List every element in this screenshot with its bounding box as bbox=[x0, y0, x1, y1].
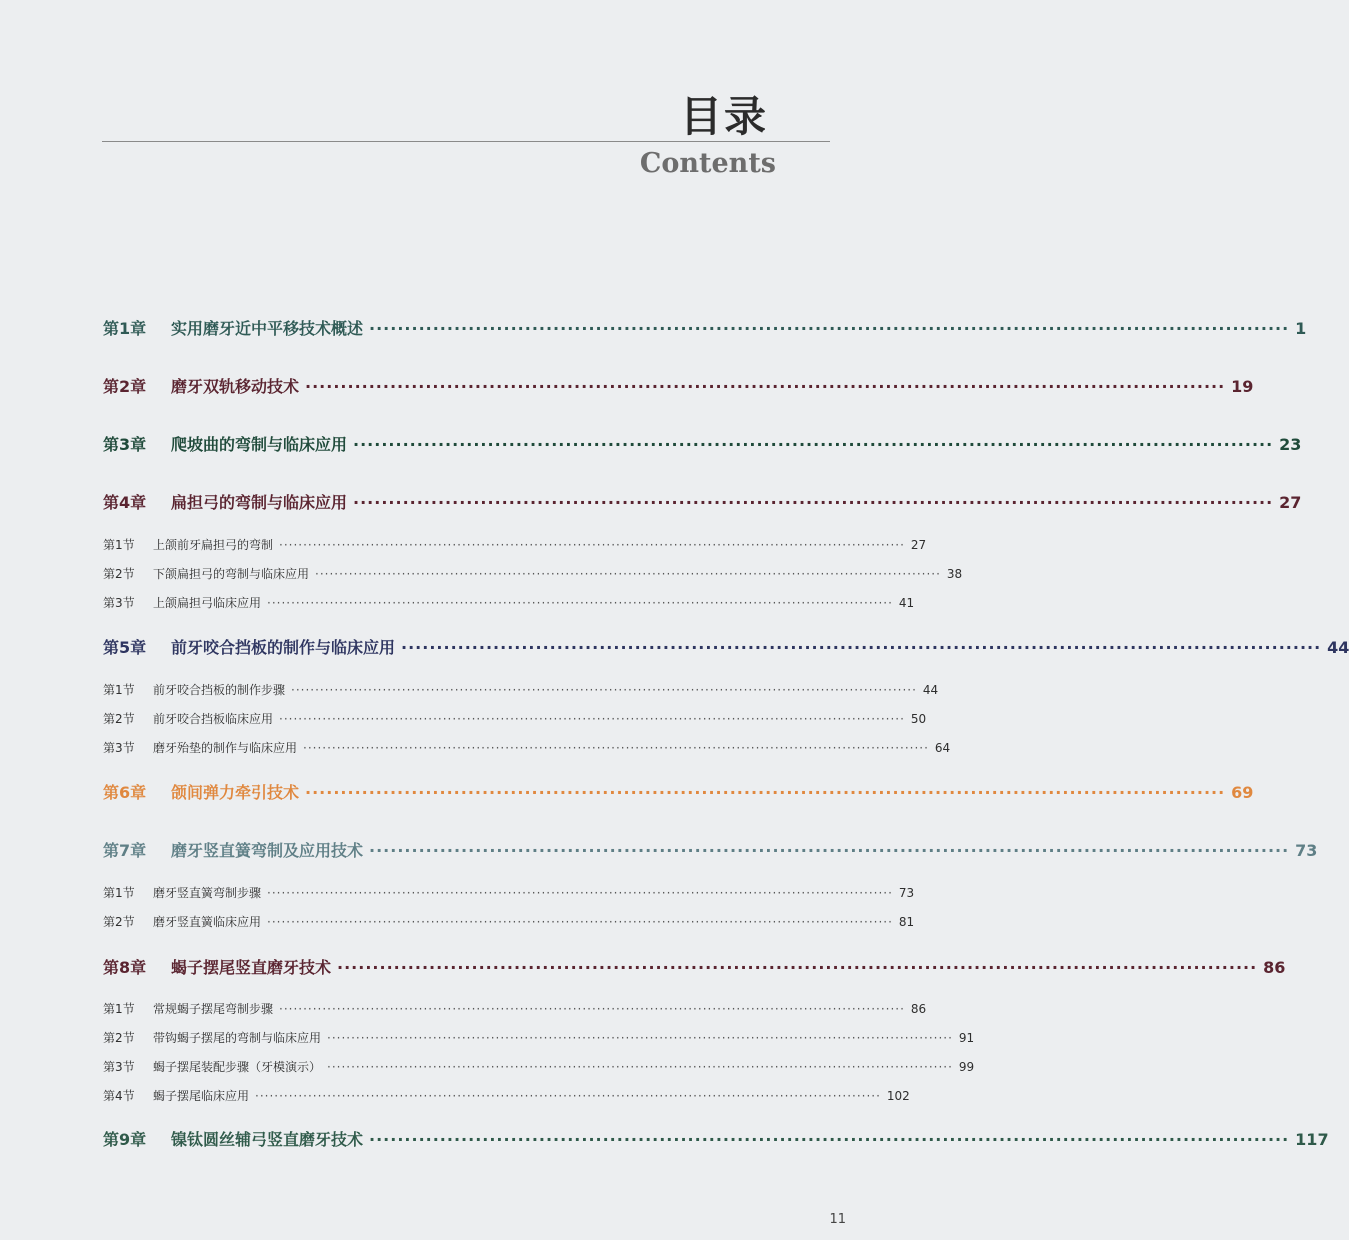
section-title: 上颌扁担弓临床应用 bbox=[153, 596, 262, 610]
chapter-title: 磨牙竖直簧弯制及应用技术 bbox=[171, 841, 364, 860]
toc-chapter-row bbox=[103, 955, 1286, 978]
dot-leader: ·································································································································· bbox=[279, 538, 905, 552]
dot-leader: ·································································································································· bbox=[305, 783, 1226, 802]
toc-chapter-row bbox=[103, 780, 1254, 803]
toc-section-row bbox=[103, 913, 915, 930]
dot-leader: ·································································································································· bbox=[303, 741, 929, 755]
page-reference: 73 bbox=[898, 886, 915, 900]
toc-chapter-row bbox=[103, 838, 1318, 861]
chapter-label: 第6章 bbox=[103, 783, 147, 802]
section-title: 下颌扁担弓的弯制与临床应用 bbox=[153, 567, 310, 581]
section-title: 蝎子摆尾装配步骤（牙模演示） bbox=[153, 1060, 322, 1074]
chapter-label: 第3章 bbox=[103, 435, 147, 454]
chapter-label: 第9章 bbox=[103, 1130, 147, 1149]
dot-leader: ·································································································································· bbox=[353, 435, 1274, 454]
chapter-title: 颌间弹力牵引技术 bbox=[171, 783, 300, 802]
section-label: 第3节 bbox=[103, 1060, 135, 1074]
page-reference: 69 bbox=[1231, 783, 1254, 802]
dot-leader: ·································································································································· bbox=[327, 1060, 953, 1074]
chapter-title: 扁担弓的弯制与临床应用 bbox=[171, 493, 348, 512]
section-title: 前牙咬合挡板临床应用 bbox=[153, 712, 274, 726]
section-title: 常规蝎子摆尾弯制步骤 bbox=[153, 1002, 274, 1016]
chapter-label: 第4章 bbox=[103, 493, 147, 512]
section-label: 第1节 bbox=[103, 1002, 135, 1016]
dot-leader: ·································································································································· bbox=[291, 683, 917, 697]
toc-chapter-row bbox=[103, 316, 1307, 339]
dot-leader: ·································································································································· bbox=[255, 1089, 881, 1103]
toc-section-row bbox=[103, 681, 939, 698]
toc-chapter-row bbox=[103, 374, 1254, 397]
page-reference: 64 bbox=[934, 741, 951, 755]
header-divider bbox=[102, 141, 830, 142]
page-reference: 99 bbox=[958, 1060, 975, 1074]
section-title: 上颌前牙扁担弓的弯制 bbox=[153, 538, 274, 552]
page-reference: 102 bbox=[886, 1089, 910, 1103]
dot-leader: ·································································································································· bbox=[267, 886, 893, 900]
dot-leader: ·································································································································· bbox=[369, 1130, 1290, 1149]
section-label: 第2节 bbox=[103, 1031, 135, 1045]
dot-leader: ·································································································································· bbox=[279, 1002, 905, 1016]
toc-section-row bbox=[103, 536, 927, 553]
page-reference: 38 bbox=[946, 567, 963, 581]
toc-section-row bbox=[103, 1087, 910, 1104]
section-label: 第1节 bbox=[103, 683, 135, 697]
dot-leader: ·································································································································· bbox=[267, 596, 893, 610]
page-reference: 27 bbox=[1279, 493, 1302, 512]
toc-section-row bbox=[103, 884, 915, 901]
chapter-label: 第8章 bbox=[103, 958, 147, 977]
page-reference: 86 bbox=[910, 1002, 927, 1016]
chapter-title: 镍钛圆丝辅弓竖直磨牙技术 bbox=[171, 1130, 364, 1149]
page-number: 11 bbox=[829, 1212, 846, 1227]
page-reference: 117 bbox=[1295, 1130, 1329, 1149]
page-reference: 73 bbox=[1295, 841, 1318, 860]
chapter-label: 第7章 bbox=[103, 841, 147, 860]
page-reference: 19 bbox=[1231, 377, 1254, 396]
section-label: 第1节 bbox=[103, 886, 135, 900]
section-title: 带钩蝎子摆尾的弯制与临床应用 bbox=[153, 1031, 322, 1045]
toc-section-row bbox=[103, 594, 915, 611]
toc-chapter-row bbox=[103, 635, 1349, 658]
section-label: 第4节 bbox=[103, 1089, 135, 1103]
chapter-title: 前牙咬合挡板的制作与临床应用 bbox=[171, 638, 396, 657]
dot-leader: ·································································································································· bbox=[315, 567, 941, 581]
page-reference: 81 bbox=[898, 915, 915, 929]
dot-leader: ·································································································································· bbox=[401, 638, 1322, 657]
dot-leader: ·································································································································· bbox=[267, 915, 893, 929]
toc-section-row bbox=[103, 1000, 927, 1017]
page-reference: 41 bbox=[898, 596, 915, 610]
dot-leader: ·································································································································· bbox=[369, 319, 1290, 338]
section-label: 第3节 bbox=[103, 741, 135, 755]
toc-chapter-row bbox=[103, 490, 1302, 513]
dot-leader: ·································································································································· bbox=[279, 712, 905, 726]
toc-section-row bbox=[103, 739, 951, 756]
section-label: 第2节 bbox=[103, 915, 135, 929]
page-reference: 44 bbox=[1327, 638, 1349, 657]
toc-title-cn: 目录 bbox=[679, 92, 768, 141]
toc-title-en: Contents bbox=[639, 148, 776, 179]
section-title: 磨牙竖直簧弯制步骤 bbox=[153, 886, 262, 900]
toc-section-row bbox=[103, 565, 963, 582]
section-title: 磨牙竖直簧临床应用 bbox=[153, 915, 262, 929]
toc-section-row bbox=[103, 1029, 975, 1046]
dot-leader: ·································································································································· bbox=[369, 841, 1290, 860]
dot-leader: ·································································································································· bbox=[327, 1031, 953, 1045]
chapter-title: 实用磨牙近中平移技术概述 bbox=[171, 319, 364, 338]
page-reference: 27 bbox=[910, 538, 927, 552]
chapter-title: 磨牙双轨移动技术 bbox=[171, 377, 300, 396]
page-reference: 1 bbox=[1295, 319, 1307, 338]
section-title: 前牙咬合挡板的制作步骤 bbox=[153, 683, 286, 697]
toc-chapter-row bbox=[103, 432, 1302, 455]
section-title: 蝎子摆尾临床应用 bbox=[153, 1089, 250, 1103]
section-label: 第2节 bbox=[103, 567, 135, 581]
toc-section-row bbox=[103, 710, 927, 727]
page-reference: 91 bbox=[958, 1031, 975, 1045]
toc-section-row bbox=[103, 1058, 975, 1075]
dot-leader: ·································································································································· bbox=[337, 958, 1258, 977]
dot-leader: ·································································································································· bbox=[353, 493, 1274, 512]
section-label: 第3节 bbox=[103, 596, 135, 610]
chapter-title: 爬坡曲的弯制与临床应用 bbox=[171, 435, 348, 454]
page-reference: 50 bbox=[910, 712, 927, 726]
section-label: 第2节 bbox=[103, 712, 135, 726]
page-reference: 44 bbox=[922, 683, 939, 697]
page-reference: 86 bbox=[1263, 958, 1286, 977]
section-title: 磨牙殆垫的制作与临床应用 bbox=[153, 741, 298, 755]
toc-chapter-row bbox=[103, 1127, 1329, 1150]
dot-leader: ·································································································································· bbox=[305, 377, 1226, 396]
chapter-label: 第1章 bbox=[103, 319, 147, 338]
page-reference: 23 bbox=[1279, 435, 1302, 454]
chapter-label: 第2章 bbox=[103, 377, 147, 396]
section-label: 第1节 bbox=[103, 538, 135, 552]
chapter-label: 第5章 bbox=[103, 638, 147, 657]
chapter-title: 蝎子摆尾竖直磨牙技术 bbox=[171, 958, 332, 977]
